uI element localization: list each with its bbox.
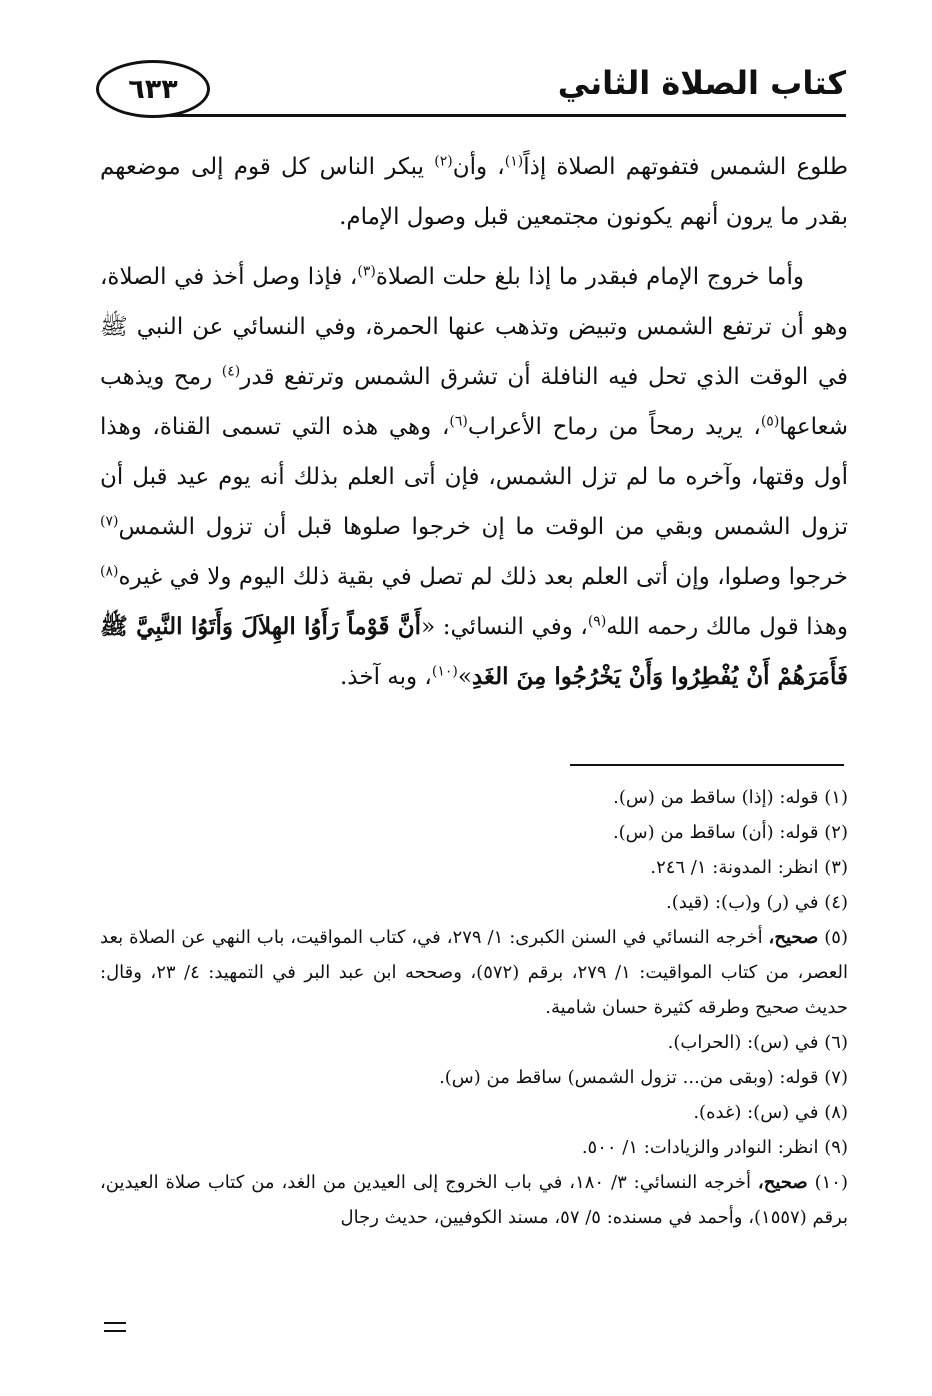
footnote-number: (٢) [824, 822, 848, 843]
footnote-separator [570, 764, 844, 766]
footnote-ref-10: (١٠) [431, 663, 458, 680]
footnote-ref-6: (٦) [449, 413, 468, 430]
footnote-4 [100, 885, 848, 920]
footnote-ref-9: (٩) [587, 613, 607, 630]
footnote-2 [100, 815, 848, 850]
hadith-quote: أَنَّ قَوْماً رَأَوُا الهِلاَلَ وَأَتَوُا النَّبِيَّ ﷺ فَأَمَرَهُمْ أَنْ يُفْطِرُوا وَأَنْ يَخْرُجُوا مِنَ الغَدِ [100, 613, 848, 690]
book-title: كتاب الصلاة الثاني [557, 64, 846, 102]
footnote-number: (٣) [824, 857, 848, 878]
footnote-ref-8: (٨) [100, 563, 119, 580]
continuation-mark [104, 1322, 126, 1332]
footnote-10 [100, 1165, 848, 1235]
text-span: ، يريد رمحاً من رماح الأعراب [467, 414, 761, 440]
footnote-text: قوله: (إذا) ساقط من (س). [613, 787, 819, 808]
footnote-text: انظر: المدونة: ١/ ٢٤٦. [650, 857, 819, 878]
text-span: ، وبه آخذ. [339, 664, 432, 690]
footnote-5 [100, 920, 848, 1025]
header-rule [166, 114, 846, 117]
page-header [96, 58, 846, 128]
footnote-text: في (ر) و(ب): (قيد). [666, 892, 819, 913]
text-span: طلوع الشمس فتفوتهم الصلاة إذاً [523, 154, 848, 180]
text-span: ، وهي هذه التي تسمى القناة، وهذا أول وقتها، وآخره ما لم تزل الشمس، فإن أتى العلم بذلك أنه يوم عيد قبل أن تزول الشمس وبقي من الوقت ما إن خرجوا صلوها قبل أن تزول الشمس [100, 414, 848, 540]
page-number: ٦٣٣ [96, 60, 210, 118]
paragraph-1 [100, 142, 848, 242]
text-span: وأما خروج الإمام فبقدر ما إذا بلغ حلت الصلاة [375, 264, 805, 290]
footnote-ref-7: (٧) [100, 513, 119, 530]
text-span: » [457, 664, 472, 690]
footnote-text: قوله: (وبقى من... تزول الشمس) ساقط من (س). [439, 1067, 819, 1088]
footnote-number: (٩) [824, 1137, 848, 1158]
footnote-number: (١٠) [814, 1172, 848, 1193]
footnote-number: (٦) [824, 1032, 848, 1053]
footnote-text: قوله: (أن) ساقط من (س). [612, 822, 819, 843]
footnote-ref-4: (٤) [221, 363, 241, 380]
footnote-text: أخرجه النسائي في السنن الكبرى: ١/ ٢٧٩، في، كتاب المواقيت، باب النهي عن الصلاة بعد العصر، من كتاب المواقيت: ١/ ٢٧٩، برقم (٥٧٢)، وصححه ابن عبد البر في التمهيد: ٤/ ٢٣، وقال: حديث صحيح وطرقه كثيرة حسان شامية. [100, 927, 848, 1018]
footnote-text: أخرجه النسائي: ٣/ ١٨٠، في باب الخروج إلى العيدين من الغد، من كتاب صلاة العيدين، برقم (١٥٥٧)، وأحمد في مسنده: ٥/ ٥٧، مسند الكوفيين، حديث رجال [100, 1172, 848, 1228]
footnote-3 [100, 850, 848, 885]
text-span: ، وفي النسائي: « [421, 614, 588, 640]
footnote-9 [100, 1130, 848, 1165]
footnote-number: (٧) [824, 1067, 848, 1088]
text-span: وهذا قول مالك رحمه الله [606, 614, 848, 640]
footnote-grade: صحيح، [768, 927, 819, 948]
footnote-text: انظر: النوادر والزيادات: ١/ ٥٠٠. [581, 1137, 819, 1158]
text-span: رمح ويذهب شعاعها [100, 364, 848, 440]
footnotes [100, 780, 848, 1235]
footnote-grade: صحيح، [757, 1172, 808, 1193]
footnote-number: (٤) [824, 892, 848, 913]
footnote-number: (٨) [824, 1102, 848, 1123]
main-text [100, 142, 848, 702]
footnote-number: (٥) [824, 927, 848, 948]
footnote-7 [100, 1060, 848, 1095]
footnote-8 [100, 1095, 848, 1130]
footnote-ref-2: (٢) [434, 153, 453, 170]
footnote-ref-3: (٣) [357, 263, 376, 280]
text-span: ، وأن [452, 154, 505, 180]
footnote-1 [100, 780, 848, 815]
footnote-number: (١) [824, 787, 848, 808]
footnote-ref-1: (١) [504, 153, 524, 170]
paragraph-2 [100, 252, 848, 702]
footnote-6 [100, 1025, 848, 1060]
text-span: ، فإذا وصل أخذ في الصلاة، وهو أن ترتفع الشمس وتبيض وتذهب عنها الحمرة، وفي النسائي عن النبي ﷺ في الوقت الذي تحل فيه النافلة أن تشرق الشمس وترتفع قدر [100, 264, 848, 390]
text-span: خرجوا وصلوا، وإن أتى العلم بعد ذلك لم تصل في بقية ذلك اليوم ولا في غيره [118, 564, 848, 590]
footnote-ref-5: (٥) [760, 413, 780, 430]
footnote-text: في (س): (الحراب). [667, 1032, 819, 1053]
text-span: يبكر الناس كل قوم إلى موضعهم بقدر ما يرون أنهم يكونون مجتمعين قبل وصول الإمام. [100, 154, 848, 230]
footnote-text: في (س): (غده). [693, 1102, 819, 1123]
